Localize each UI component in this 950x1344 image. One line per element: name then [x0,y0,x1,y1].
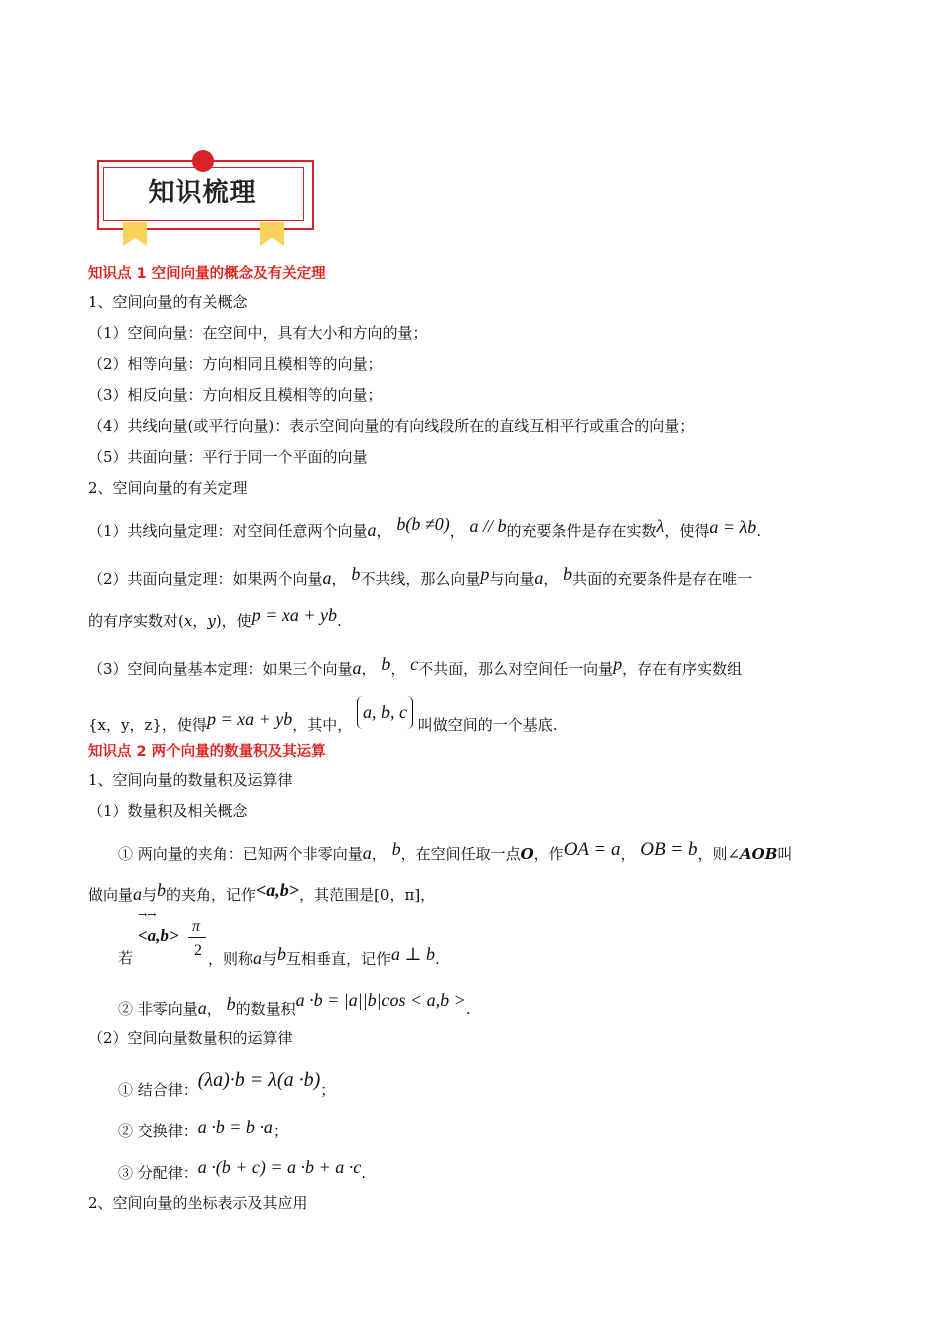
angle-definition-line1: ① 两向量的夹角：已知两个非零向量a， b，在空间任取一点O，作OA = a， OB = b，则∠AOB叫 [118,839,793,863]
fraction-numerator: π [192,918,201,935]
basis-set: a, b, c [357,696,413,729]
k1-concept-1: （1）空间向量：在空间中，具有大小和方向的量； [88,324,428,342]
basis-theorem-line2: {x，y，z}，使得p = xa + yb，其中， a, b, c 叫做空间的一个基底. [88,708,558,741]
k1-section-1: 1、空间向量的有关概念 [88,293,248,311]
k1-heading: 知识点 1 空间向量的概念及有关定理 [88,266,326,282]
k2-concept-1: （1）数量积及相关概念 [88,802,248,820]
coplanar-theorem-line1: （2）共面向量定理：如果两个向量a， b不共线，那么向量p与向量a， b共面的充要条件是存在唯一 [88,564,753,588]
law-distributive: ③ 分配律：a ·(b + c) = a ·b + a ·c. [118,1157,366,1182]
k2-heading: 知识点 2 两个向量的数量积及其运算 [88,744,326,760]
ribbon-left-icon [123,222,147,246]
k2-section-1: 1、空间向量的数量积及运算律 [88,771,293,789]
k1-concept-5: （5）共面向量：平行于同一个平面的向量 [88,448,368,466]
basis-theorem-line1: （3）空间向量基本定理：如果三个向量a， b， c不共面，那么对空间任一向量p，存在有序实数组 [88,654,743,678]
k1-concept-2: （2）相等向量：方向相同且模相等的向量； [88,355,383,373]
dot-product-definition: ② 非零向量a， b的数量积a ·b = |a||b|cos < a,b >. [118,990,471,1018]
law-commutative: ② 交换律：a ·b = b ·a； [118,1117,288,1140]
k1-section-2: 2、空间向量的有关定理 [88,479,248,497]
k1-concept-4: （4）共线向量(或平行向量)：表示空间向量的有向线段所在的直线互相平行或重合的向量； [88,417,695,435]
perpendicular-line: ，则称a与b互相垂直，记作a ⊥ b. [208,944,440,968]
section-banner [97,150,312,246]
perpendicular-prefix: 若 [118,949,134,967]
angle-expression: <a,b> [138,926,179,945]
ribbon-right-icon [260,222,284,246]
fraction-bar [188,937,206,938]
collinear-theorem: （1）共线向量定理：对空间任意两个向量a， b(b ≠0)， a // b的充要条件是存在实数λ，使得a = λb. [88,514,762,540]
vector-arrows-mark: →→ [138,908,157,921]
k2-concept-2: （2）空间向量数量积的运算律 [88,1029,293,1047]
fraction-denominator: 2 [194,942,202,959]
law-associative: ① 结合律：(λa)·b = λ(a ·b)； [118,1069,336,1099]
coplanar-theorem-line2: 的有序实数对(x，y)，使p = xa + yb. [88,605,342,630]
k2-section-2: 2、空间向量的坐标表示及其应用 [88,1194,308,1212]
k1-concept-3: （3）相反向量：方向相反且模相等的向量； [88,386,383,404]
banner-title: 知识梳理 [148,178,257,208]
angle-definition-line2: 做向量a与b的夹角，记作<a,b>，其范围是[0，π]， [88,880,436,904]
